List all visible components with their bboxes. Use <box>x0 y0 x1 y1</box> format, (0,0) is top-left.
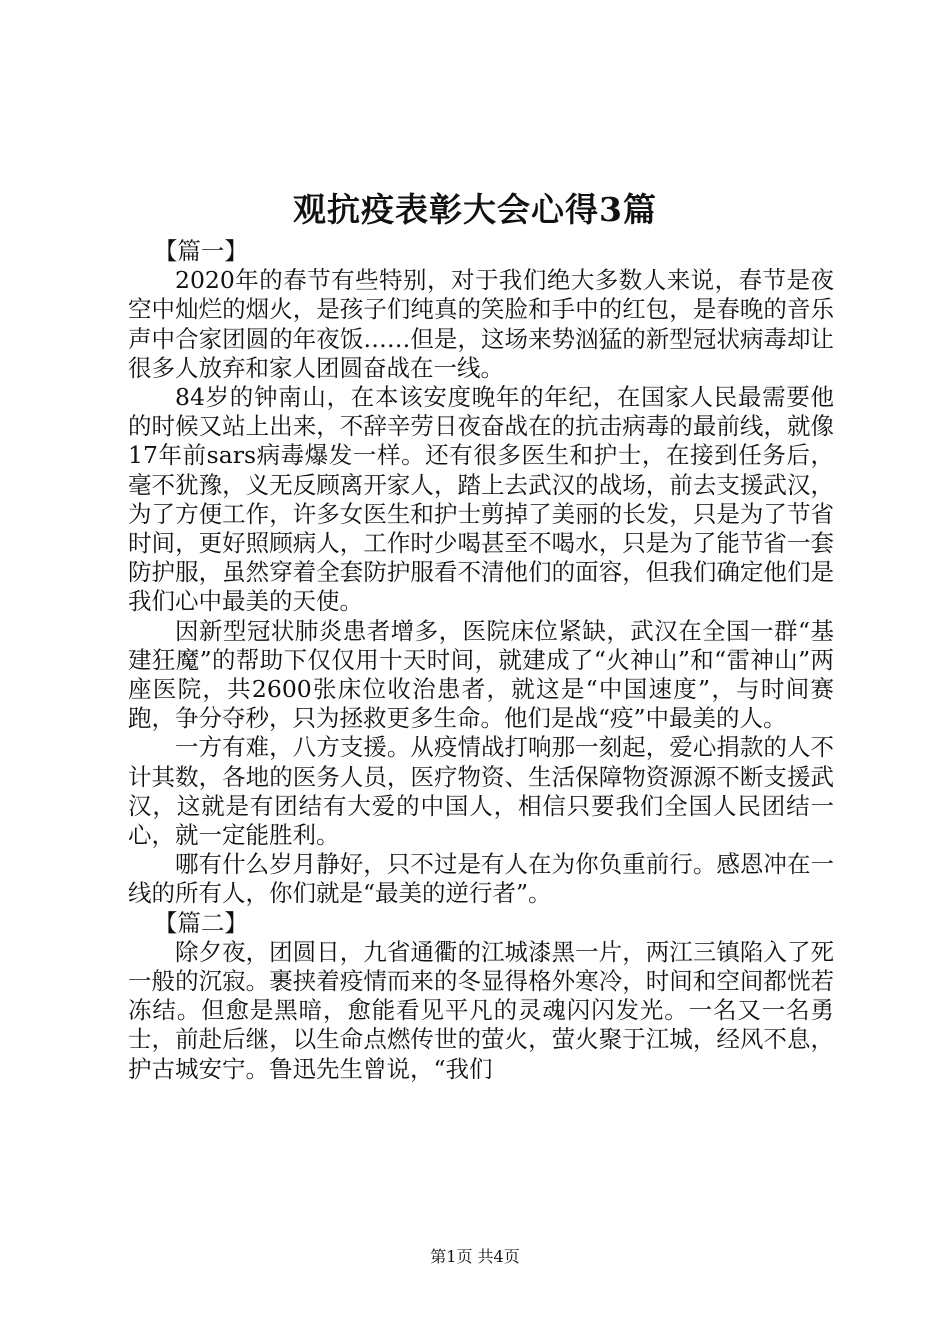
paragraph: 因新型冠状肺炎患者增多，医院床位紧缺，武汉在全国一群“基建狂魔”的帮助下仅仅用十天时间，就建成了“火神山”和“雷神山”两座医院，共2600张床位收治患者，就这是“中国速度”，与时间赛跑，争分夺秒，只为拯救更多生命。他们是战“疫”中最美的人。 <box>128 616 834 733</box>
paragraph: 除夕夜，团圆日，九省通衢的江城漆黑一片，两江三镇陷入了死一般的沉寂。裹挟着疫情而来的冬显得格外寒冷，时间和空间都恍若冻结。但愈是黑暗，愈能看见平凡的灵魂闪闪发光。一名又一名勇士，前赴后继，以生命点燃传世的萤火，萤火聚于江城，经风不息，护古城安宁。鲁迅先生曾说，“我们 <box>128 937 834 1083</box>
document-body <box>128 237 834 1084</box>
page-footer: 第1页 共4页 <box>430 1247 520 1266</box>
section-heading: 【篇一】 <box>153 237 248 265</box>
paragraph: 一方有难，八方支援。从疫情战打响那一刻起，爱心捐款的人不计其数，各地的医务人员，医疗物资、生活保障物资源源不断支援武汉，这就是有团结有大爱的中国人，相信只要我们全国人民团结一心，就一定能胜利。 <box>128 733 834 850</box>
paragraph: 哪有什么岁月静好，只不过是有人在为你负重前行。感恩冲在一线的所有人，你们就是“最美的逆行者”。 <box>128 850 834 908</box>
document-title: 观抗疫表彰大会心得3篇 <box>293 190 657 229</box>
paragraph: 2020年的春节有些特别，对于我们绝大多数人来说，春节是夜空中灿烂的烟火，是孩子们纯真的笑脸和手中的红包，是春晚的音乐声中合家团圆的年夜饭……但是，这场来势汹猛的新型冠状病毒却让很多人放弃和家人团圆奋战在一线。 <box>128 266 834 382</box>
section-heading: 【篇二】 <box>153 908 248 937</box>
paragraph: 84岁的钟南山，在本该安度晚年的年纪，在国家人民最需要他的时候又站上出来，不辞辛劳日夜奋战在的抗击病毒的最前线，就像17年前sars病毒爆发一样。还有很多医生和护士，在接到任务后，毫不犹豫，义无反顾离开家人，踏上去武汉的战场，前去支援武汉，为了方便工作，许多女医生和护士剪掉了美丽的长发，只是为了节省时间，更好照顾病人，工作时少喝甚至不喝水，只是为了能节省一套防护服，虽然穿着全套防护服看不清他们的面容，但我们确定他们是我们心中最美的天使。 <box>128 383 834 616</box>
